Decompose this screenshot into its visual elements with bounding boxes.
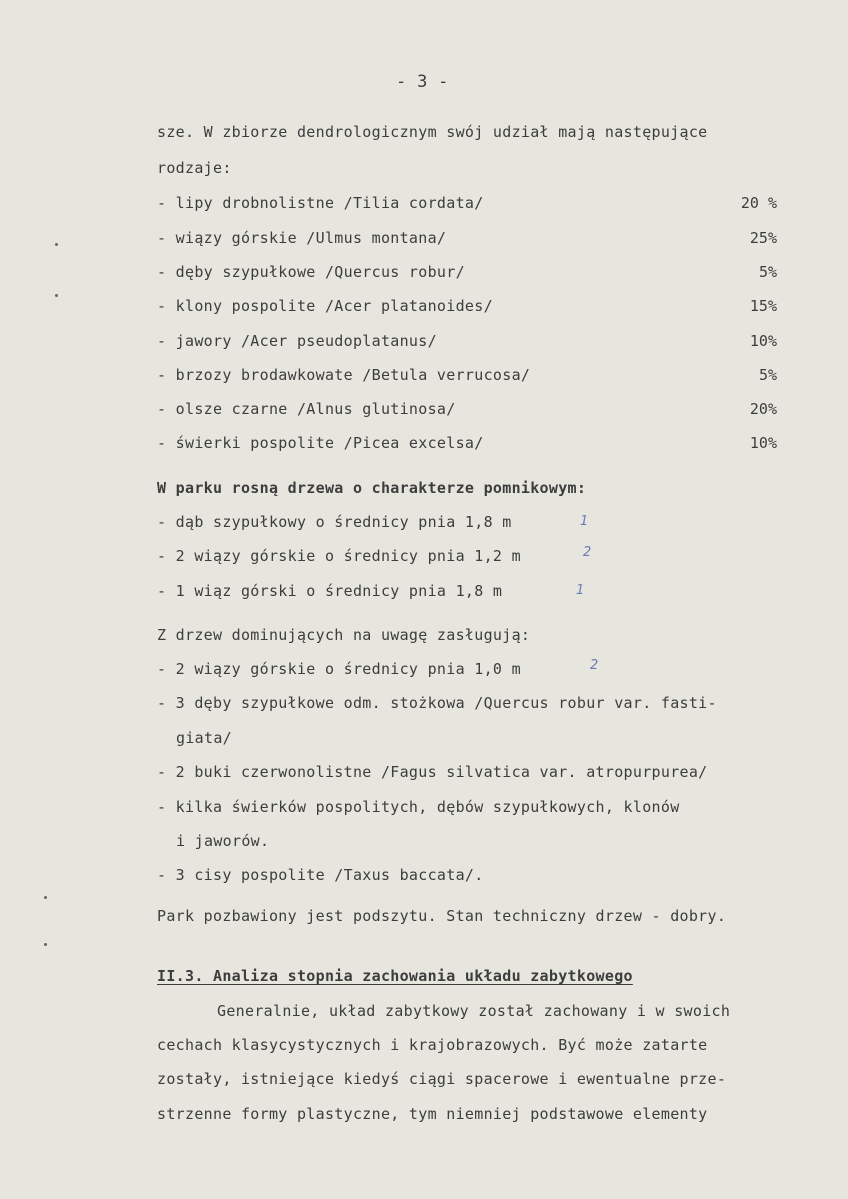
- species-name: - dęby szypułkowe /Quercus robur/: [157, 263, 465, 281]
- handwritten-note: 2: [590, 658, 599, 673]
- handwritten-note: 1: [576, 583, 585, 598]
- monument-intro: W parku rosną drzewa o charakterze pomnikowym:: [157, 479, 587, 497]
- monument-tree: - 1 wiąz górski o średnicy pnia 1,8 m: [157, 582, 503, 600]
- handwritten-note: 2: [583, 545, 592, 560]
- section-line: zostały, istniejące kiedyś ciągi spacerowe i ewentualne prze-: [157, 1070, 727, 1088]
- dominant-tree: - 2 wiązy górskie o średnicy pnia 1,0 m: [157, 660, 521, 678]
- species-name: - wiązy górskie /Ulmus montana/: [157, 229, 447, 247]
- margin-mark: [55, 294, 58, 297]
- section-heading: II.3. Analiza stopnia zachowania układu zabytkowego: [157, 967, 633, 985]
- section-line: strzenne formy plastyczne, tym niemniej podstawowe elementy: [157, 1105, 708, 1123]
- dominant-tree: giata/: [176, 729, 232, 747]
- section-line: cechach klasycystycznych i krajobrazowych. Być może zatarte: [157, 1036, 708, 1054]
- species-name: - świerki pospolite /Picea excelsa/: [157, 434, 484, 452]
- page-number: - 3 -: [396, 72, 449, 92]
- species-percent: 20 %: [740, 194, 777, 212]
- margin-mark: [44, 943, 47, 946]
- section-line: Generalnie, układ zabytkowy został zachowany i w swoich: [217, 1002, 731, 1020]
- monument-tree: - dąb szypułkowy o średnicy pnia 1,8 m: [157, 513, 512, 531]
- species-percent: 5%: [758, 263, 777, 281]
- intro-line: sze. W zbiorze dendrologicznym swój udział mają następujące: [157, 123, 708, 141]
- dominant-tree: i jaworów.: [176, 832, 270, 850]
- species-name: - jawory /Acer pseudoplatanus/: [157, 332, 437, 350]
- species-name: - brzozy brodawkowate /Betula verrucosa/: [157, 366, 531, 384]
- park-status: Park pozbawiony jest podszytu. Stan techniczny drzew - dobry.: [157, 907, 727, 925]
- monument-tree: - 2 wiązy górskie o średnicy pnia 1,2 m: [157, 547, 521, 565]
- margin-mark: [55, 243, 58, 246]
- dominant-tree: - kilka świerków pospolitych, dębów szypułkowych, klonów: [157, 798, 680, 816]
- dominant-intro: Z drzew dominujących na uwagę zasługują:: [157, 626, 531, 644]
- dominant-tree: - 3 dęby szypułkowe odm. stożkowa /Quercus robur var. fasti-: [157, 694, 717, 712]
- species-name: - klony pospolite /Acer platanoides/: [157, 297, 493, 315]
- species-percent: 20%: [749, 400, 777, 418]
- species-percent: 15%: [749, 297, 777, 315]
- species-percent: 10%: [749, 332, 777, 350]
- species-percent: 25%: [749, 229, 777, 247]
- species-name: - lipy drobnolistne /Tilia cordata/: [157, 194, 484, 212]
- species-percent: 5%: [758, 366, 777, 384]
- species-name: - olsze czarne /Alnus glutinosa/: [157, 400, 456, 418]
- intro-line: rodzaje:: [157, 159, 232, 177]
- species-percent: 10%: [749, 434, 777, 452]
- dominant-tree: - 3 cisy pospolite /Taxus baccata/.: [157, 866, 484, 884]
- dominant-tree: - 2 buki czerwonolistne /Fagus silvatica var. atropurpurea/: [157, 763, 708, 781]
- margin-mark: [44, 896, 47, 899]
- handwritten-note: 1: [580, 514, 589, 529]
